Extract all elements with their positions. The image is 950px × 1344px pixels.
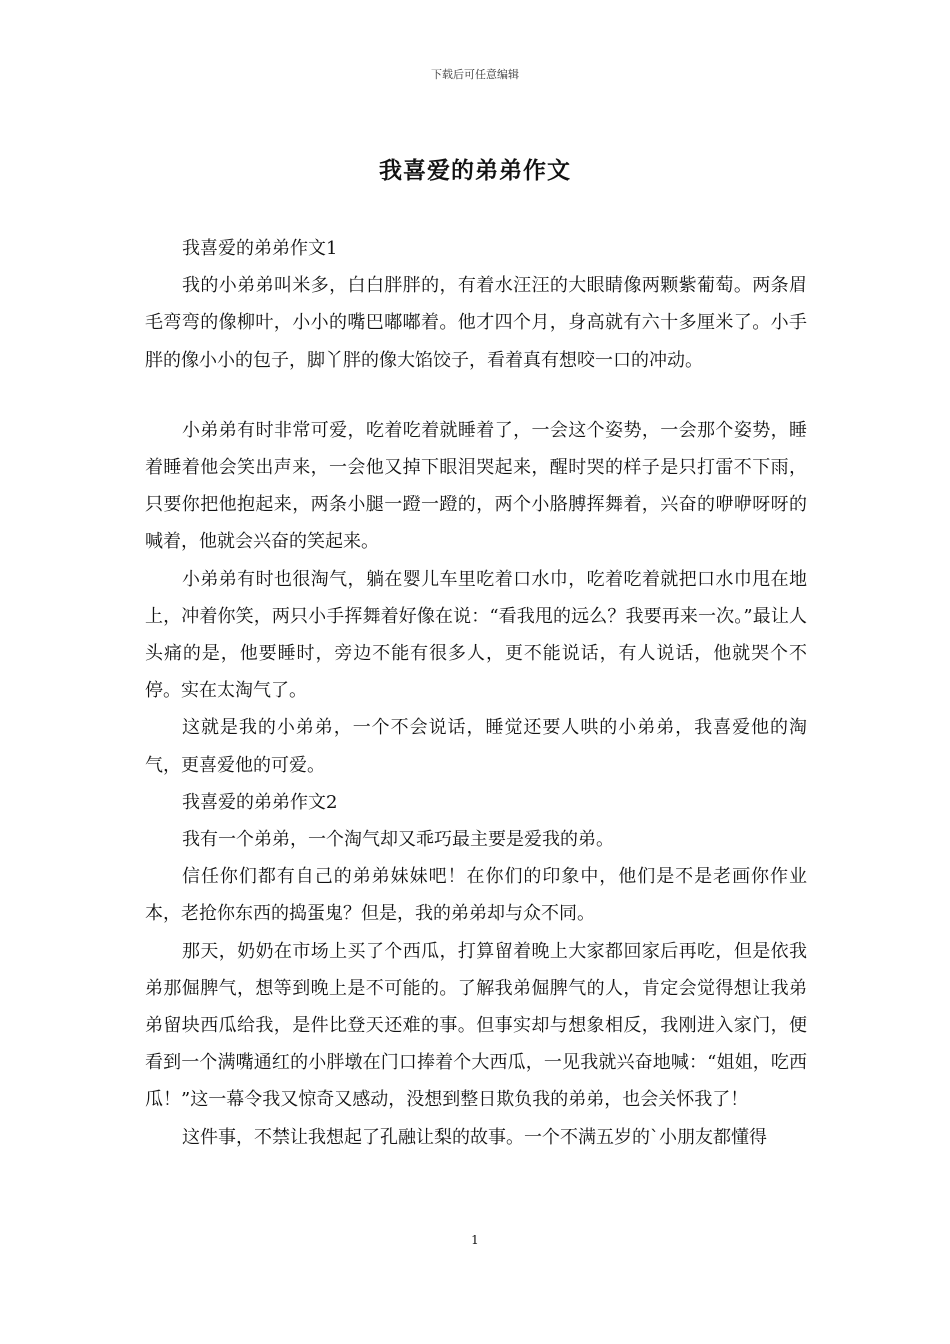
essay-heading-1: 我喜爱的弟弟作文1: [182, 238, 338, 259]
document-body: [145, 230, 807, 1156]
paragraph: 这就是我的小弟弟，一个不会说话，睡觉还要人哄的小弟弟，我喜爱他的淘气，更喜爱他的可爱。: [145, 717, 807, 776]
paragraph: 小弟弟有时非常可爱，吃着吃着就睡着了，一会这个姿势，一会那个姿势，睡着睡着他会笑出声来，一会他又掉下眼泪哭起来，醒时哭的样子是只打雷不下雨，只要你把他抱起来，两条小腿一蹬一蹬的，两个小胳膊挥舞着，兴奋的咿咿呀呀的喊着，他就会兴奋的笑起来。: [145, 419, 807, 553]
paragraph: 信任你们都有自己的弟弟妹妹吧！在你们的印象中，他们是不是老画你作业本，老抢你东西的捣蛋鬼？但是，我的弟弟却与众不同。: [145, 866, 807, 925]
paragraph: 我有一个弟弟，一个淘气却又乖巧最主要是爱我的弟。: [182, 829, 614, 851]
paragraph: 我的小弟弟叫米多，白白胖胖的，有着水汪汪的大眼睛像两颗紫葡萄。两条眉毛弯弯的像柳叶，小小的嘴巴嘟嘟着。他才四个月，身高就有六十多厘米了。小手胖的像小小的包子，脚丫胖的像大馅饺子，看着真有想咬一口的冲动。: [145, 275, 807, 371]
essay-heading-2: 我喜爱的弟弟作文2: [182, 791, 338, 813]
header-note: 下载后可任意编辑: [431, 68, 519, 81]
paragraph: 小弟弟有时也很淘气，躺在婴儿车里吃着口水巾，吃着吃着就把口水巾甩在地上，冲着你笑，两只小手挥舞着好像在说：“看我甩的远么？我要再来一次。”最让人头痛的是，他要睡时，旁边不能有很多人，更不能说话，有人说话，他就哭个不停。实在太淘气了。: [145, 568, 807, 702]
document-title: 我喜爱的弟弟作文: [379, 157, 571, 184]
paragraph: 这件事，不禁让我想起了孔融让梨的故事。一个不满五岁的`小朋友都懂得: [182, 1126, 767, 1148]
page-number: 1: [471, 1233, 479, 1247]
paragraph: 那天，奶奶在市场上买了个西瓜，打算留着晚上大家都回家后再吃，但是依我弟那倔脾气，想等到晚上是不可能的。了解我弟倔脾气的人，肯定会觉得想让我弟弟留块西瓜给我，是件比登天还难的事。但事实却与想象相反，我刚进入家门，便看到一个满嘴通红的小胖墩在门口捧着个大西瓜，一见我就兴奋地喊：“姐姐，吃西瓜！”这一幕令我又惊奇又感动，没想到整日欺负我的弟弟，也会关怀我了！: [145, 940, 807, 1111]
